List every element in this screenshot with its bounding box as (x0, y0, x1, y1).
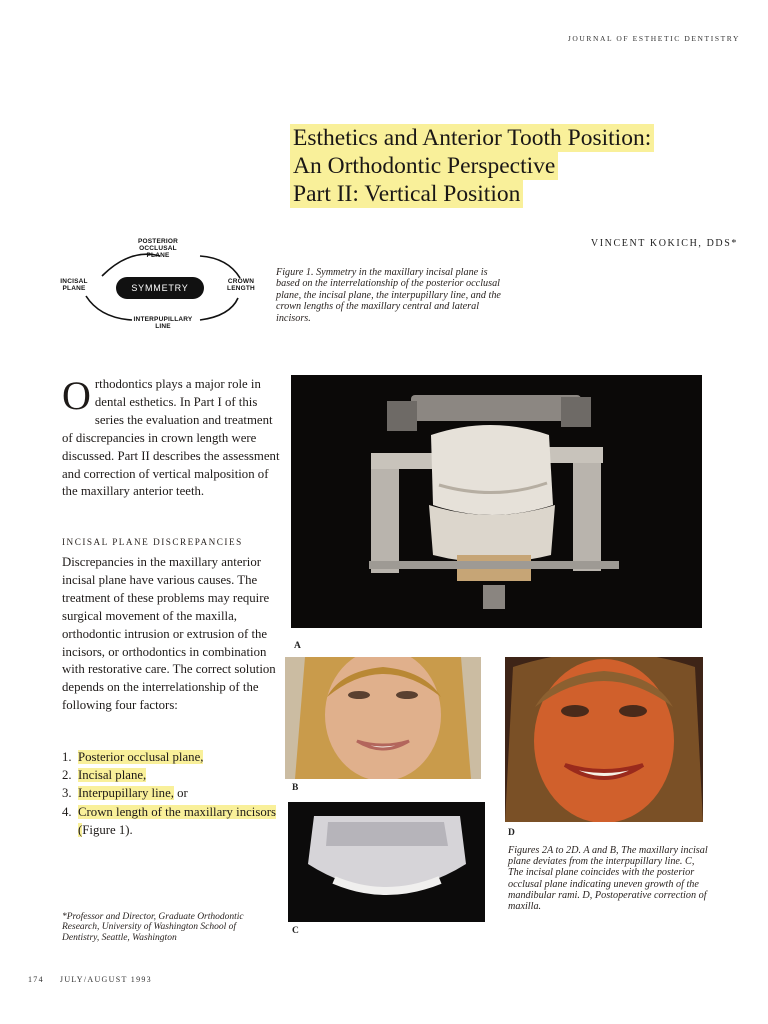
label-incisal-plane: INCISAL PLANE (60, 278, 88, 292)
photo-d-label: D (508, 828, 515, 838)
list-number: 1. (62, 750, 72, 764)
title-line-1: Esthetics and Anterior Tooth Position: (290, 124, 654, 152)
photo-b-label: B (292, 783, 299, 793)
list-item (62, 784, 287, 802)
list-item (62, 766, 287, 784)
issue-date: JULY/AUGUST 1993 (59, 975, 152, 984)
author-byline: VINCENT KOKICH, DDS* (590, 238, 738, 249)
label-crown-length: CROWN LENGTH (227, 278, 255, 292)
author-footnote: *Professor and Director, Graduate Orthodontic Research, University of Washington School of Dentistry, Seattle, Washington (62, 912, 244, 943)
list-text: Incisal plane, (78, 768, 147, 783)
list-number: 3. (62, 786, 72, 801)
list-text: Posterior occlusal plane, (78, 750, 204, 764)
label-posterior-occlusal-plane: POSTERIOR OCCLUSAL PLANE (137, 238, 179, 259)
list-text: Interpupillary line, (78, 786, 174, 801)
figure1-symmetry-diagram (60, 236, 270, 336)
title-line-3: Part II: Vertical Position (290, 180, 523, 208)
article-title (290, 124, 730, 208)
section-paragraph: Discrepancies in the maxillary anterior incisal plane have various causes. The treatment of these problems may require surgical movement of the maxilla, orthodontic intrusion or extrusion of the incisors, or orthodontics in combination with restorative care. The correct solution depends on the interrelationship of the following four factors: (62, 555, 276, 713)
photo-c-label: C (292, 926, 299, 936)
page-number: 174 (28, 975, 44, 984)
list-item (62, 748, 287, 766)
photo-a-articulator (291, 375, 702, 628)
title-line-2: An Orthodontic Perspective (290, 152, 558, 180)
factor-list (62, 748, 287, 839)
photo-c-dental-cast (288, 802, 485, 922)
list-item (62, 803, 287, 839)
figure2-caption: Figures 2A to 2D. A and B, The maxillary incisal plane deviates from the interpupillary line. C, The incisal plane coincides with the posterior occlusal plane indicating uneven growth of the mandibular rami. D, Postoperative correction of maxilla. (508, 845, 708, 913)
photo-d-face (505, 657, 703, 822)
symmetry-pill: SYMMETRY (116, 277, 204, 299)
list-number: 2. (62, 768, 72, 783)
list-number: 4. (62, 804, 72, 819)
drop-cap: O (62, 373, 91, 418)
journal-header: JOURNAL OF ESTHETIC DENTISTRY (567, 34, 740, 43)
section-heading: INCISAL PLANE DISCREPANCIES (62, 537, 243, 547)
photo-a-label: A (294, 641, 301, 651)
page-footer (28, 975, 152, 984)
intro-text: rthodontics plays a major role in dental esthetics. In Part I of this series the evaluation and treatment of discrepancies in crown length were discussed. Part II describes the assessment and correction of vertical malposition of the maxillary anterior teeth. (62, 377, 280, 499)
list-text: Crown length of the maxillary incisors ( (78, 804, 276, 837)
label-interpupillary-line: INTERPUPILLARY LINE (133, 316, 193, 330)
list-text-after: or (173, 786, 188, 801)
photo-b-face (285, 657, 481, 779)
figure1-caption: Figure 1. Symmetry in the maxillary incisal plane is based on the interrelationship of the posterior occlusal plane, the incisal plane, the interpupillary line, and the crown lengths of the maxillary central and lateral incisors. (276, 267, 501, 324)
intro-paragraph (62, 373, 282, 501)
list-text-after: Figure 1). (82, 822, 133, 837)
